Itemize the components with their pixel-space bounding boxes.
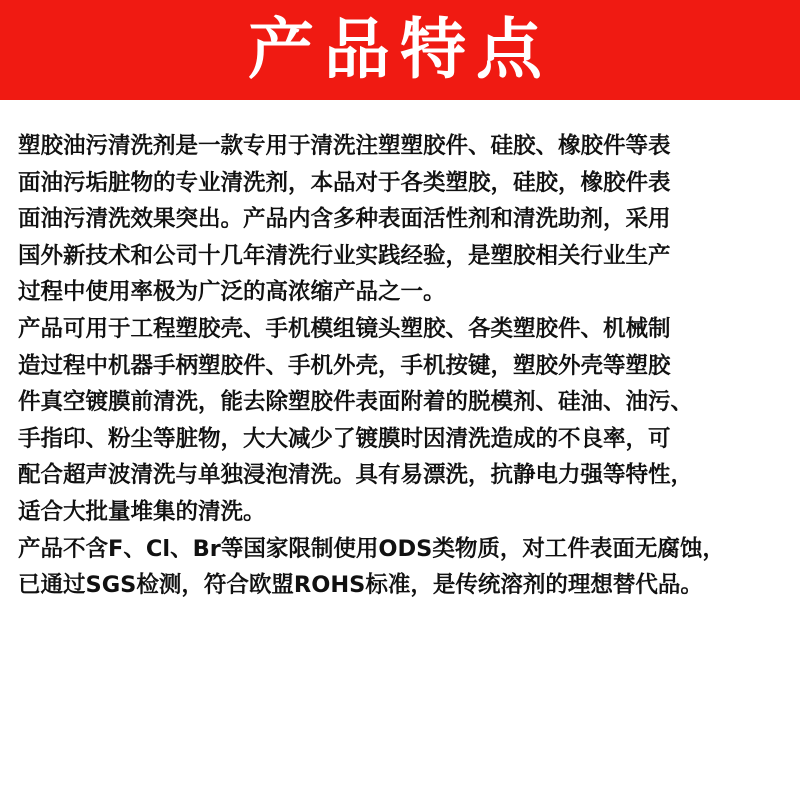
text-line: 造过程中机器手柄塑胶件、手机外壳，手机按键，塑胶外壳等塑胶 (18, 352, 671, 379)
text-line: 产品不含F、Cl、Br等国家限制使用ODS类物质，对工件表面无腐蚀， (18, 535, 725, 562)
product-description (18, 128, 790, 604)
text-line: 面油污清洗效果突出。产品内含多种表面活性剂和清洗助剂，采用 (18, 206, 671, 233)
text-line: 过程中使用率极为广泛的高浓缩产品之一。 (18, 279, 446, 306)
text-line: 已通过SGS检测，符合欧盟ROHS标准，是传统溶剂的理想替代品。 (18, 572, 703, 599)
header-banner (0, 0, 800, 100)
text-line: 面油污垢脏物的专业清洗剂，本品对于各类塑胶，硅胶，橡胶件表 (18, 169, 671, 196)
text-line: 配合超声波清洗与单独浸泡清洗。具有易漂洗，抗静电力强等特性， (18, 462, 694, 489)
page-title: 产品特点 (248, 11, 552, 88)
text-line: 手指印、粉尘等脏物，大大减少了镀膜时因清洗造成的不良率，可 (18, 425, 671, 452)
text-line: 塑胶油污清洗剂是一款专用于清洗注塑塑胶件、硅胶、橡胶件等表 (18, 133, 671, 159)
text-line: 适合大批量堆集的清洗。 (18, 498, 266, 525)
paragraph-applications (18, 311, 790, 531)
text-line: 产品可用于工程塑胶壳、手机模组镜头塑胶、各类塑胶件、机械制 (18, 315, 671, 342)
text-line: 国外新技术和公司十几年清洗行业实践经验，是塑胶相关行业生产 (18, 242, 671, 269)
paragraph-intro (18, 128, 790, 311)
paragraph-compliance (18, 531, 790, 604)
text-line: 件真空镀膜前清洗，能去除塑胶件表面附着的脱模剂、硅油、油污、 (18, 389, 694, 416)
